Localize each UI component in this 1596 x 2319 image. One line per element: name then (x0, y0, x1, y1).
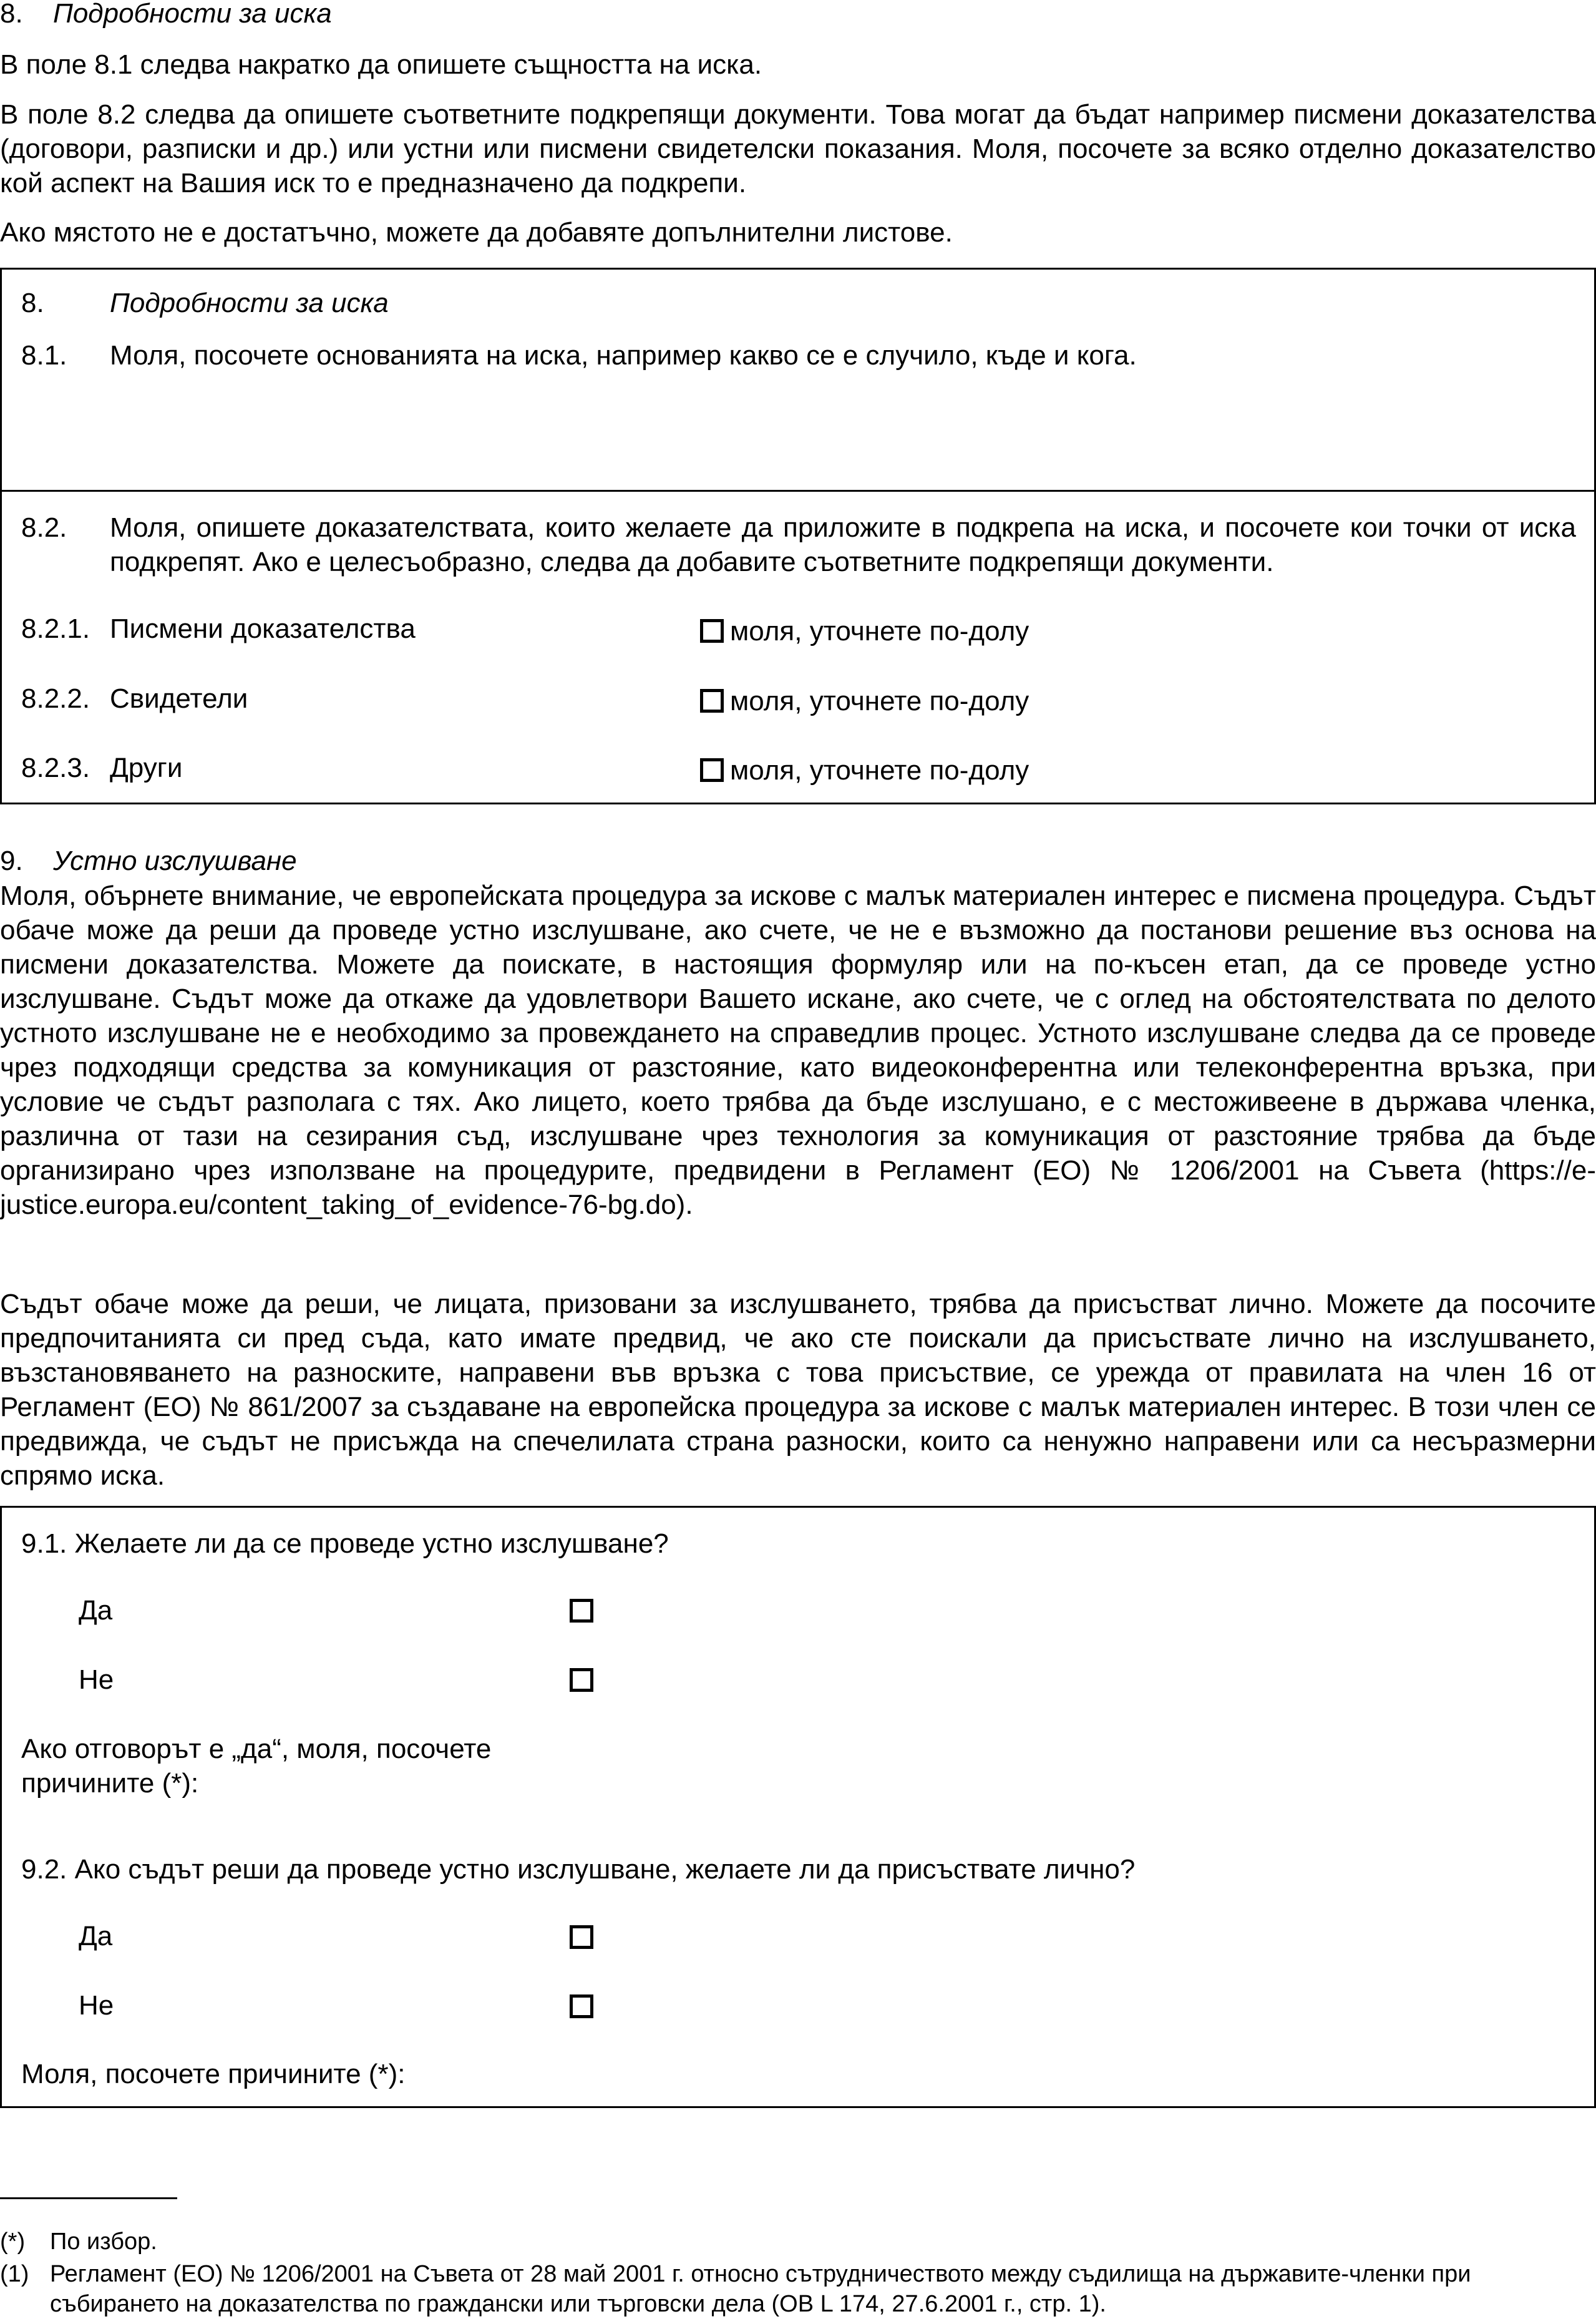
q91-no-label: Не (79, 1664, 114, 1695)
footnote-text: По избор. (50, 2229, 157, 2255)
q91-yes-label: Да (79, 1595, 113, 1626)
option-label: моля, уточнете по-долу (730, 616, 1029, 647)
footnote-mark: (*) (0, 2229, 26, 2255)
section-8-para3: Ако мястото не е достатъчно, можете да добавяте допълнителни листове. (0, 217, 953, 248)
q91-text: 9.1. Желаете ли да се проведе устно изслушване? (21, 1528, 669, 1559)
footnote-text: Регламент (ЕО) № 1206/2001 на Съвета от 28 май 2001 г. относно сътрудничеството между съдилища на държавите-членки при събирането на доказателства по граждански или търговски дела (ОВ L 174, 27.6.2001 г., стр. 1). (50, 2261, 1471, 2317)
box8-number: 8. (21, 288, 44, 318)
evidence-other-label: Други (110, 753, 183, 783)
evidence-witnesses-option[interactable] (700, 684, 1029, 718)
q82-number: 8.2. (21, 512, 67, 543)
footnote-optional (0, 2227, 157, 2257)
q81-number: 8.1. (21, 340, 67, 371)
evidence-written-number: 8.2.1. (21, 613, 90, 644)
evidence-witnesses-label: Свидетели (110, 683, 248, 714)
evidence-other-number: 8.2.3. (21, 753, 90, 783)
oral-hearing-box (0, 1506, 1596, 2108)
footnote-separator (0, 2197, 177, 2199)
box8-title: Подробности за иска (110, 288, 389, 318)
checkbox-icon[interactable] (700, 619, 724, 643)
q92-no-checkbox[interactable] (570, 1994, 593, 2018)
checkbox-icon[interactable] (700, 689, 724, 713)
q91-no-checkbox[interactable] (570, 1668, 593, 1692)
q81-answer-area[interactable] (110, 374, 1570, 481)
q81-text: Моля, посочете основанията на иска, например какво се е случило, къде и кога. (110, 340, 1137, 371)
evidence-written-option[interactable] (700, 614, 1029, 648)
footnote-mark: (1) (0, 2261, 29, 2287)
q92-no-label: Не (79, 1990, 114, 2021)
q82-text: Моля, опишете доказателствата, които желаете да приложите в подкрепа на иска, и посочете кои точки от иска подкрепят. Ако е целесъобразно, следва да добавите съответните подкрепящи документи. (110, 512, 1576, 577)
checkbox-icon[interactable] (700, 758, 724, 782)
q91-reason-label: Ако отговорът е „да“, моля, посочете причините (*): (21, 1734, 492, 1799)
section-9-heading (0, 844, 297, 878)
section-8-para2: В поле 8.2 следва да опишете съответните подкрепящи документи. Това могат да бъдат например писмени доказателства (договори, разписки и др.) или устни или писмени свидетелски показания. Моля, посочете за всяко отделно доказателство кой аспект на Вашия иск то е предназначено да подкрепи. (0, 99, 1596, 198)
section-9-title: Устно изслушване (52, 846, 297, 876)
section-8-title: Подробности за иска (52, 0, 332, 29)
q91-yes-checkbox[interactable] (570, 1599, 593, 1623)
q92-yes-checkbox[interactable] (570, 1925, 593, 1949)
q92-text: 9.2. Ако съдът реши да проведе устно изслушване, желаете ли да присъствате лично? (21, 1854, 1136, 1885)
section-8-number: 8. (0, 0, 23, 29)
option-label: моля, уточнете по-долу (730, 755, 1029, 786)
section-9-para2: Съдът обаче може да реши, че лицата, призовани за изслушването, трябва да присъстват лично. Можете да посочите предпочитанията си пред съда, като имате предвид, че ако сте поискали да присъствате лично на изслушването, възстановяването на разноските, направени във връзка с това присъствие, се урежда от правилата на член 16 от Регламент (ЕО) № 861/2007 за създаване на европейска процедура за искове с малък материален интерес. В този член се предвижда, че съдът не присъжда на спечелилата страна разноски, които са ненужно направени или са несъразмерни спрямо иска. (0, 1289, 1596, 1491)
section-8-para1: В поле 8.1 следва накратко да опишете същността на иска. (0, 49, 762, 80)
section-9-number: 9. (0, 846, 23, 876)
evidence-other-option[interactable] (700, 753, 1029, 788)
section-8-heading (0, 0, 332, 31)
q92-yes-label: Да (79, 1921, 113, 1951)
box8-divider (0, 490, 1596, 492)
section-9-para1: Моля, обърнете внимание, че европейската процедура за искове с малък материален интерес е писмена процедура. Съдът обаче може да реши да проведе устно изслушване, ако счете, че не е възможно да постанови решение въз основа на писмени доказателства. Можете да поискате, в настоящия формуляр или на по-късен етап, да се проведе устно изслушване. Съдът може да откаже да удовлетвори Вашето искане, ако счете, че с оглед на обстоятелствата по делото устното изслушване не е необходимо за провеждането на справедлив процес. Устното изслушване следва да се проведе чрез подходящи средства за комуникация от разстояние, като видеоконферентна или телеконферентна връзка, при условие че съдът разполага с тях. Ако лицето, което трябва да бъде изслушано, е с местоживеене в държава членка, различна от тази на сезирания съд, изслушване чрез технология за комуникация от разстояние трябва да бъде организирано чрез използване на процедурите, предвидени в Регламент (ЕО) № 1206/2001 на Съвета (https://e-justice.europa.eu/content_taking_of_evidence-76-bg.do). (0, 881, 1596, 1220)
q92-reason-label: Моля, посочете причините (*): (21, 2059, 406, 2089)
footnote-1 (0, 2259, 1596, 2319)
option-label: моля, уточнете по-долу (730, 686, 1029, 716)
evidence-written-label: Писмени доказателства (110, 613, 416, 644)
evidence-witnesses-number: 8.2.2. (21, 683, 90, 714)
